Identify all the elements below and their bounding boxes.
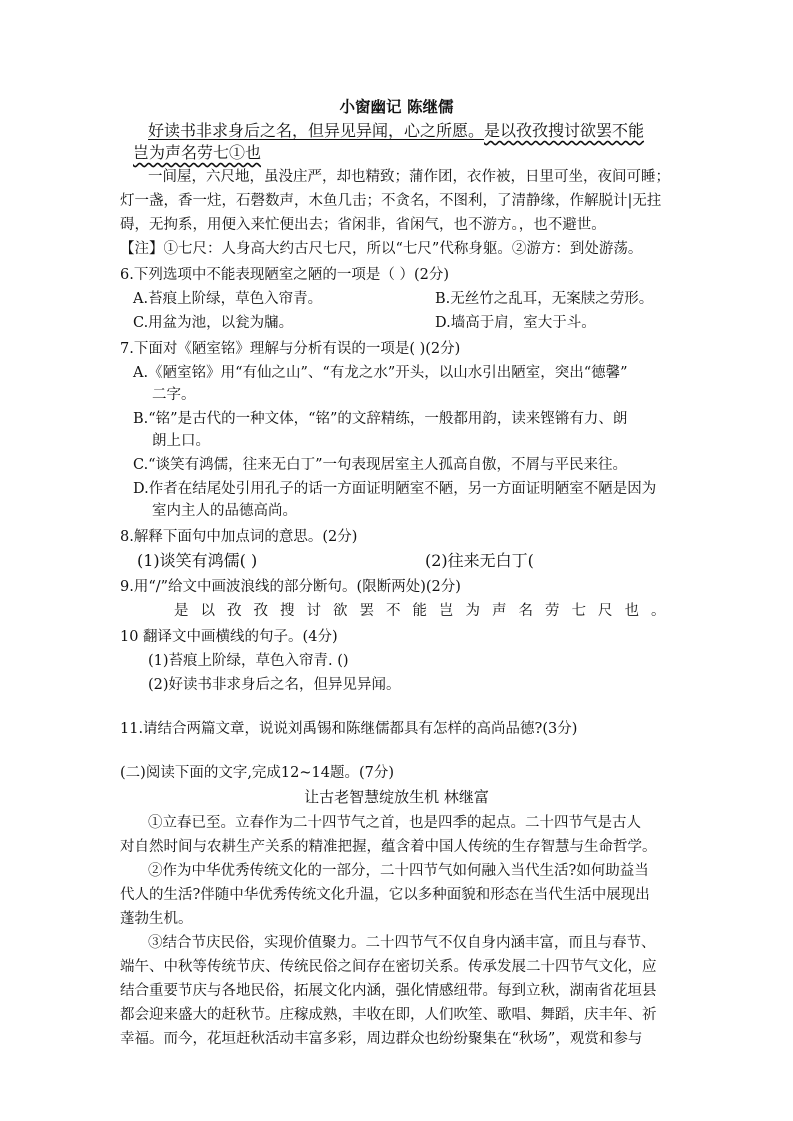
poem-note: 【注】①七尺：人身高大约古尺七尺，所以“七尺”代称身躯。②游方：到处游荡。 (120, 241, 643, 257)
q10-stem: 10 翻译文中画横线的句子。(4分) (120, 629, 338, 645)
article-p1-line2: 对自然时间与农耕生产关系的精准把握，蕴含着中国人传统的生存智慧与生命哲学。 (120, 839, 657, 855)
poem-body-line-2: 灯一盏，香一炷，石磬数声，木鱼几击；不贪名，不图利，了清静缘，作解脱计|无拄 (120, 193, 662, 209)
q6-option-d: D.墙高于肩，室大于斗。 (435, 315, 596, 331)
q8-stem: 8.解释下面句中加点词的意思。(2分) (120, 529, 358, 545)
poem-first-line (148, 120, 644, 142)
q9-sentence: 是以孜孜搜讨欲罢不能岂为声名劳七尺也。 (174, 603, 678, 619)
article-p3-line4: 都会迎来盛大的赶秋节。庄稼成熟，丰收在即，人们吹笙、歌唱、舞蹈，庆丰年、祈 (120, 1007, 657, 1023)
q7-option-c: C.“谈笑有鸿儒，往来无白丁”一句表现居室主人孤高自傲，不屑与平民来往。 (133, 457, 628, 473)
article-p2-line1: ②作为中华优秀传统文化的一部分，二十四节气如何融入当代生活?如何助益当 (148, 863, 649, 879)
q7-option-d-line1: D.作者在结尾处引用孔子的话一方面证明陋室不陋，另一方面证明陋室不陋是因为 (133, 481, 657, 497)
q10-item-2: (2)好读书非求身后之名，但异见异闻。 (148, 677, 401, 693)
article-p3-line3: 结合重要节庆与各地民俗，拓展文化内涵，强化情感纽带。每到立秋，湖南省花垣县 (120, 983, 657, 999)
q8-item-2: (2)往来无白丁( (425, 551, 534, 570)
q7-stem: 7.下面对《陋室铭》理解与分析有误的一项是( )(2分) (120, 341, 461, 357)
poem-body-line-3: 碍，无拘系，用便入来忙便出去；省闲非，省闲气，也不游方。，也不避世。 (120, 217, 606, 233)
q6-stem: 6.下列选项中不能表现陋室之陋的一项是（ ）(2分) (120, 267, 449, 283)
article-p3-line1: ③结合节庆民俗，实现价值聚力。二十四节气不仅自身内涵丰富，而且与春节、 (148, 935, 656, 951)
q7-option-b-line2: 朗上口。 (152, 433, 210, 449)
q6-option-c: C.用盆为池，以瓮为牖。 (133, 315, 294, 331)
q7-option-a-line2: 二字。 (152, 387, 196, 403)
article-p2-line2: 代人的生活?伴随中华优秀传统文化升温，它以多种面貌和形态在当代生活中展现出 (120, 887, 650, 903)
q7-option-b-line1: B.“铭”是古代的一种文体，“铭”的文辞精练，一般都用韵，读来铿锵有力、朗 (133, 411, 628, 427)
article-p2-line3: 蓬勃生机。 (120, 911, 193, 927)
q10-item-1: (1)苔痕上阶绿，草色入帘青. () (148, 653, 349, 669)
q9-stem: 9.用“/”给文中画波浪线的部分断句。(限断两处)(2分) (120, 579, 461, 595)
poem-title: 小窗幽记 陈继儒 (339, 97, 454, 116)
q8-item-1: (1)谈笑有鸿儒( ) (137, 551, 258, 570)
q6-option-b: B.无丝竹之乱耳，无案牍之劳形。 (435, 291, 654, 307)
article-title: 让古老智慧绽放生机 林继富 (304, 788, 489, 806)
q6-option-a: A.苔痕上阶绿，草色入帘青。 (133, 291, 323, 307)
article-p3-line5: 幸福。而今，花垣赶秋活动丰富多彩，周边群众也纷纷聚集在“秋场”，观赏和参与 (120, 1031, 643, 1047)
q11-stem: 11.请结合两篇文章，说说刘禹锡和陈继儒都具有怎样的高尚品德?(3分) (120, 721, 578, 737)
q7-option-a-line1: A.《陋室铭》用“有仙之山”、“有龙之水”开头，以山水引出陋室，突出“德馨” (133, 365, 628, 381)
wavy-sentence-part1: 是以孜孜搜讨欲罢不能 (484, 121, 645, 140)
article-p3-line2: 端午、中秋等传统节庆、传统民俗之间存在密切关系。传承发展二十四节气文化，应 (120, 959, 657, 975)
article-p1-line1: ①立春已至。立春作为二十四节气之首，也是四季的起点。二十四节气是古人 (148, 815, 641, 831)
part2-intro: (二)阅读下面的文字,完成12~14题。(7分) (120, 765, 395, 781)
wavy-sentence-part2: 岂为声名劳七①也 (133, 143, 262, 162)
underlined-sentence: 好读书非求身后之名，但异见异闻，心之所愿。 (148, 121, 485, 140)
q7-option-d-line2: 室内主人的品德高尚。 (152, 503, 297, 519)
poem-body-line-1: 一间屋，六尺地，虽没庄严，却也精致；蒲作团，衣作被，日里可坐，夜间可睡； (148, 169, 670, 185)
poem-second-line (133, 142, 261, 164)
